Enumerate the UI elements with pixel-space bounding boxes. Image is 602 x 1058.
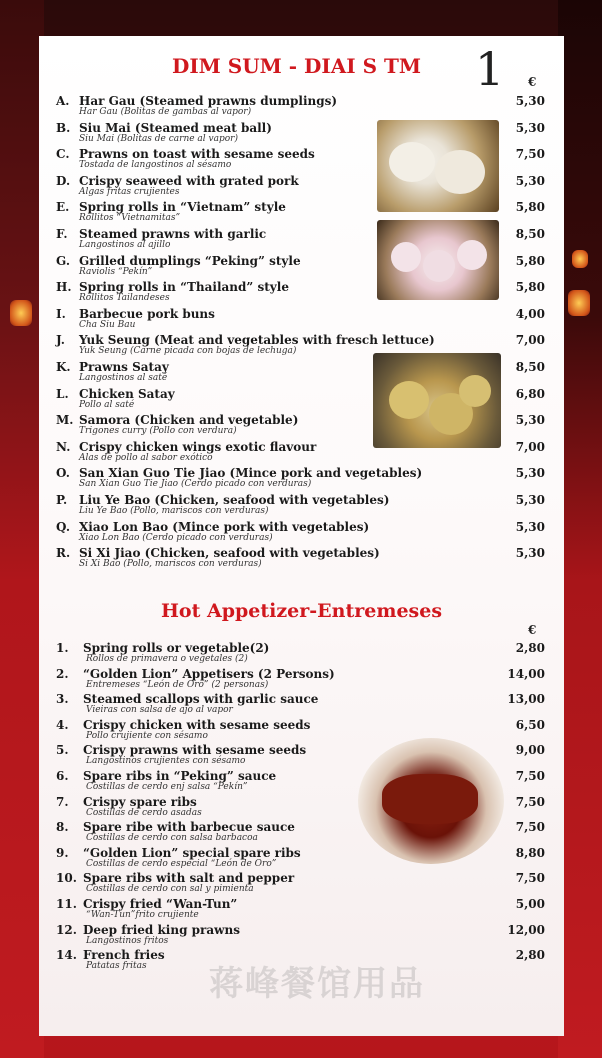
item-price: 12,00 [507,922,545,937]
item-translation: Costillas de cerdo con salsa barbacoa [86,833,258,844]
page-number: 1 [475,42,505,96]
menu-item-row [39,493,564,520]
item-name: Crispy prawns with sesame seeds [83,743,307,758]
item-code: 11. [56,897,77,911]
item-translation: Liu Ye Bao (Pollo, mariscos con verduras) [79,506,269,516]
dim-sum-title: DIM SUM - DIAI S TM [171,54,421,78]
item-price: 14,00 [507,666,545,681]
item-translation: Langostinos al saté [79,373,168,383]
item-code: H. [56,280,72,295]
item-code: 1. [56,641,69,655]
item-price: 5,30 [515,173,545,188]
menu-item-row [39,94,564,121]
item-code: N. [56,439,71,454]
item-code: 8. [56,820,69,835]
watermark-logo: 蒋峰餐馆用品 [209,964,425,1004]
item-translation: Costillas de cerdo especial “León de Oro” [86,858,277,869]
currency-header: € [528,623,537,637]
menu-item-row [39,520,564,547]
item-translation: Costillas de cerdo enj salsa “Pekín” [86,782,248,792]
item-name: Grilled dumplings “Peking” style [79,253,301,268]
item-price: 13,00 [507,692,545,707]
item-name: Crispy chicken with sesame seeds [83,717,311,732]
item-code: A. [56,94,70,108]
lantern-decoration [568,290,590,316]
left-background-decoration [0,0,44,1058]
item-price: 5,30 [515,493,545,507]
item-price: 2,80 [515,641,545,655]
item-price: 9,00 [515,743,545,758]
item-name: Crispy spare ribs [83,794,197,809]
menu-item-row [39,254,564,281]
item-translation: Rollitos “Vietnamitas” [79,213,181,224]
menu-item-row [39,466,564,493]
item-name: Si Xi Jiao (Chicken, seafood with vegetables) [79,546,380,561]
item-code: F. [56,227,68,241]
item-code: 6. [56,769,69,783]
item-price: 7,50 [515,794,545,809]
menu-item-row [39,307,564,334]
item-name: Spring rolls in “Vietnam” style [79,200,286,215]
menu-item-row [39,795,564,822]
item-name: Siu Mai (Steamed meat ball) [79,120,272,135]
item-code: 9. [56,845,69,860]
menu-item-row [39,147,564,174]
menu-item-row [39,440,564,467]
item-name: “Golden Lion” Appetisers (2 Persons) [83,666,335,681]
item-name: Xiao Lon Bao (Mince pork with vegetables) [79,519,370,534]
item-code: 5. [56,743,69,758]
item-name: Spare ribe with barbecue sauce [83,820,295,835]
item-code: Q. [56,519,71,534]
item-price: 8,50 [515,360,545,374]
item-translation: Si Xi Bao (Pollo, mariscos con verduras) [79,559,262,570]
item-name: Samora (Chicken and vegetable) [79,413,299,428]
item-code: R. [56,546,71,561]
item-code: I. [56,306,66,321]
item-translation: Pollo al saté [79,399,135,410]
item-translation: Patatas fritas [86,961,147,972]
menu-item-row [39,923,564,950]
menu-item-row [39,743,564,770]
item-price: 5,30 [515,519,545,534]
menu-item-row [39,641,564,668]
item-price: 5,80 [515,200,545,215]
currency-header: € [528,75,537,89]
item-translation: Xiao Lon Bao (Cerdo picado con verduras) [79,532,273,543]
menu-item-row [39,333,564,360]
item-code: 4. [56,717,69,732]
item-name: Barbecue pork buns [79,306,215,321]
item-name: Spring rolls in “Thailand” style [79,280,289,295]
item-name: “Golden Lion” special spare ribs [83,845,301,860]
item-code: G. [56,253,70,268]
menu-item-row [39,718,564,745]
item-translation: Costillas de cerdo asadas [86,807,202,818]
hot-appetizer-title: Hot Appetizer-Entremeses [160,600,443,622]
item-translation: Entremeses “León de Oro” (2 personas) [86,679,269,690]
item-name: Deep fried king prawns [83,922,240,937]
item-name: Crispy fried “Wan-Tun” [83,897,238,911]
item-translation: Vieiras con salsa de ajo al vapor [86,705,233,716]
menu-item-row [39,871,564,898]
item-code: D. [56,173,71,188]
item-translation: Pollo crujiente con sésamo [86,730,208,741]
menu-item-row [39,667,564,694]
item-code: M. [56,413,74,428]
item-translation: Costillas de cerdo con sal y pimienta [86,884,254,895]
menu-item-row [39,121,564,148]
item-price: 7,00 [515,439,545,454]
item-name: Yuk Seung (Meat and vegetables with fresch lettuce) [79,333,435,348]
menu-item-row [39,280,564,307]
item-translation: Raviolis “Pekín” [79,266,153,277]
item-price: 7,00 [515,333,545,348]
item-price: 6,50 [515,717,545,732]
item-price: 7,50 [515,871,545,886]
item-price: 4,00 [515,306,545,321]
menu-panel [39,36,564,1036]
menu-item-row [39,897,564,924]
item-price: 2,80 [515,948,545,963]
item-price: 5,30 [515,120,545,135]
item-translation: Siu Mai (Bolitas de carne al vapor) [79,133,238,144]
item-price: 7,50 [515,769,545,783]
item-name: Steamed scallops with garlic sauce [83,692,319,707]
item-translation: Algas fritas crujientes [79,186,180,197]
item-code: 10. [56,871,77,886]
item-name: Crispy seaweed with grated pork [79,173,299,188]
item-price: 5,80 [515,280,545,295]
item-price: 5,30 [515,466,545,481]
item-name: San Xian Guo Tie Jiao (Mince pork and vegetables) [79,466,423,481]
item-code: 7. [56,794,69,809]
item-translation: Rollitos Tailandeses [79,293,170,304]
menu-item-row [39,413,564,440]
menu-item-row [39,200,564,227]
item-code: L. [56,386,69,401]
item-name: Chicken Satay [79,386,175,401]
item-code: P. [56,493,68,507]
item-translation: Langostinos crujientes con sésamo [86,756,246,767]
lantern-decoration [572,250,588,268]
item-name: Spring rolls or vegetable(2) [83,641,270,655]
item-price: 8,80 [515,845,545,860]
item-code: O. [56,466,70,481]
item-translation: Har Gau (Bolitas de gambas al vapor) [79,107,252,117]
item-price: 8,50 [515,227,545,241]
item-name: Spare ribs with salt and pepper [83,871,295,886]
item-translation: Langostinos al ajillo [79,240,171,250]
menu-item-row [39,846,564,873]
item-price: 5,30 [515,413,545,428]
item-price: 5,80 [515,253,545,268]
right-background-decoration [558,0,602,1058]
item-code: K. [56,360,71,374]
menu-item-row [39,692,564,719]
menu-item-row [39,820,564,847]
item-name: French fries [83,948,165,963]
item-code: E. [56,200,70,215]
menu-item-row [39,546,564,573]
menu-item-row [39,227,564,254]
item-name: Liu Ye Bao (Chicken, seafood with vegetables) [79,493,390,507]
item-translation: San Xian Guo Tie Jiao (Cerdo picado con verduras) [79,479,312,490]
menu-item-row [39,360,564,387]
menu-item-row [39,174,564,201]
item-name: Spare ribs in “Peking” sauce [83,769,277,783]
item-translation: Trigones curry (Pollo con verdura) [79,426,237,437]
item-translation: Cha Siu Bau [79,319,136,330]
item-price: 5,30 [515,546,545,561]
item-price: 6,80 [515,386,545,401]
menu-item-row [39,769,564,796]
item-code: 14. [56,948,77,963]
item-code: B. [56,120,71,135]
item-code: 12. [56,922,77,937]
item-price: 5,30 [515,94,545,108]
item-name: Steamed prawns with garlic [79,227,267,241]
item-code: 3. [56,692,69,707]
item-translation: Alas de pollo al sabor exótico [79,452,213,463]
item-price: 5,00 [515,897,545,911]
item-name: Crispy chicken wings exotic flavour [79,439,317,454]
item-translation: Yuk Seung (Carne picada con bojas de lechuga) [79,346,297,357]
item-translation: “Wan-Tun”frito crujiente [86,910,199,920]
item-code: 2. [56,666,69,681]
item-price: 7,50 [515,147,545,162]
item-code: J. [56,333,65,348]
lantern-decoration [10,300,32,326]
item-translation: Langostinos fritos [86,935,169,946]
item-name: Prawns on toast with sesame seeds [79,147,315,162]
item-code: C. [56,147,70,162]
item-name: Prawns Satay [79,360,169,374]
menu-item-row [39,387,564,414]
item-price: 7,50 [515,820,545,835]
item-translation: Rollos de primavera o vegetales (2) [86,654,248,664]
item-translation: Tostada de langostinos al sésamo [79,160,232,171]
item-name: Har Gau (Steamed prawns dumplings) [79,94,338,108]
